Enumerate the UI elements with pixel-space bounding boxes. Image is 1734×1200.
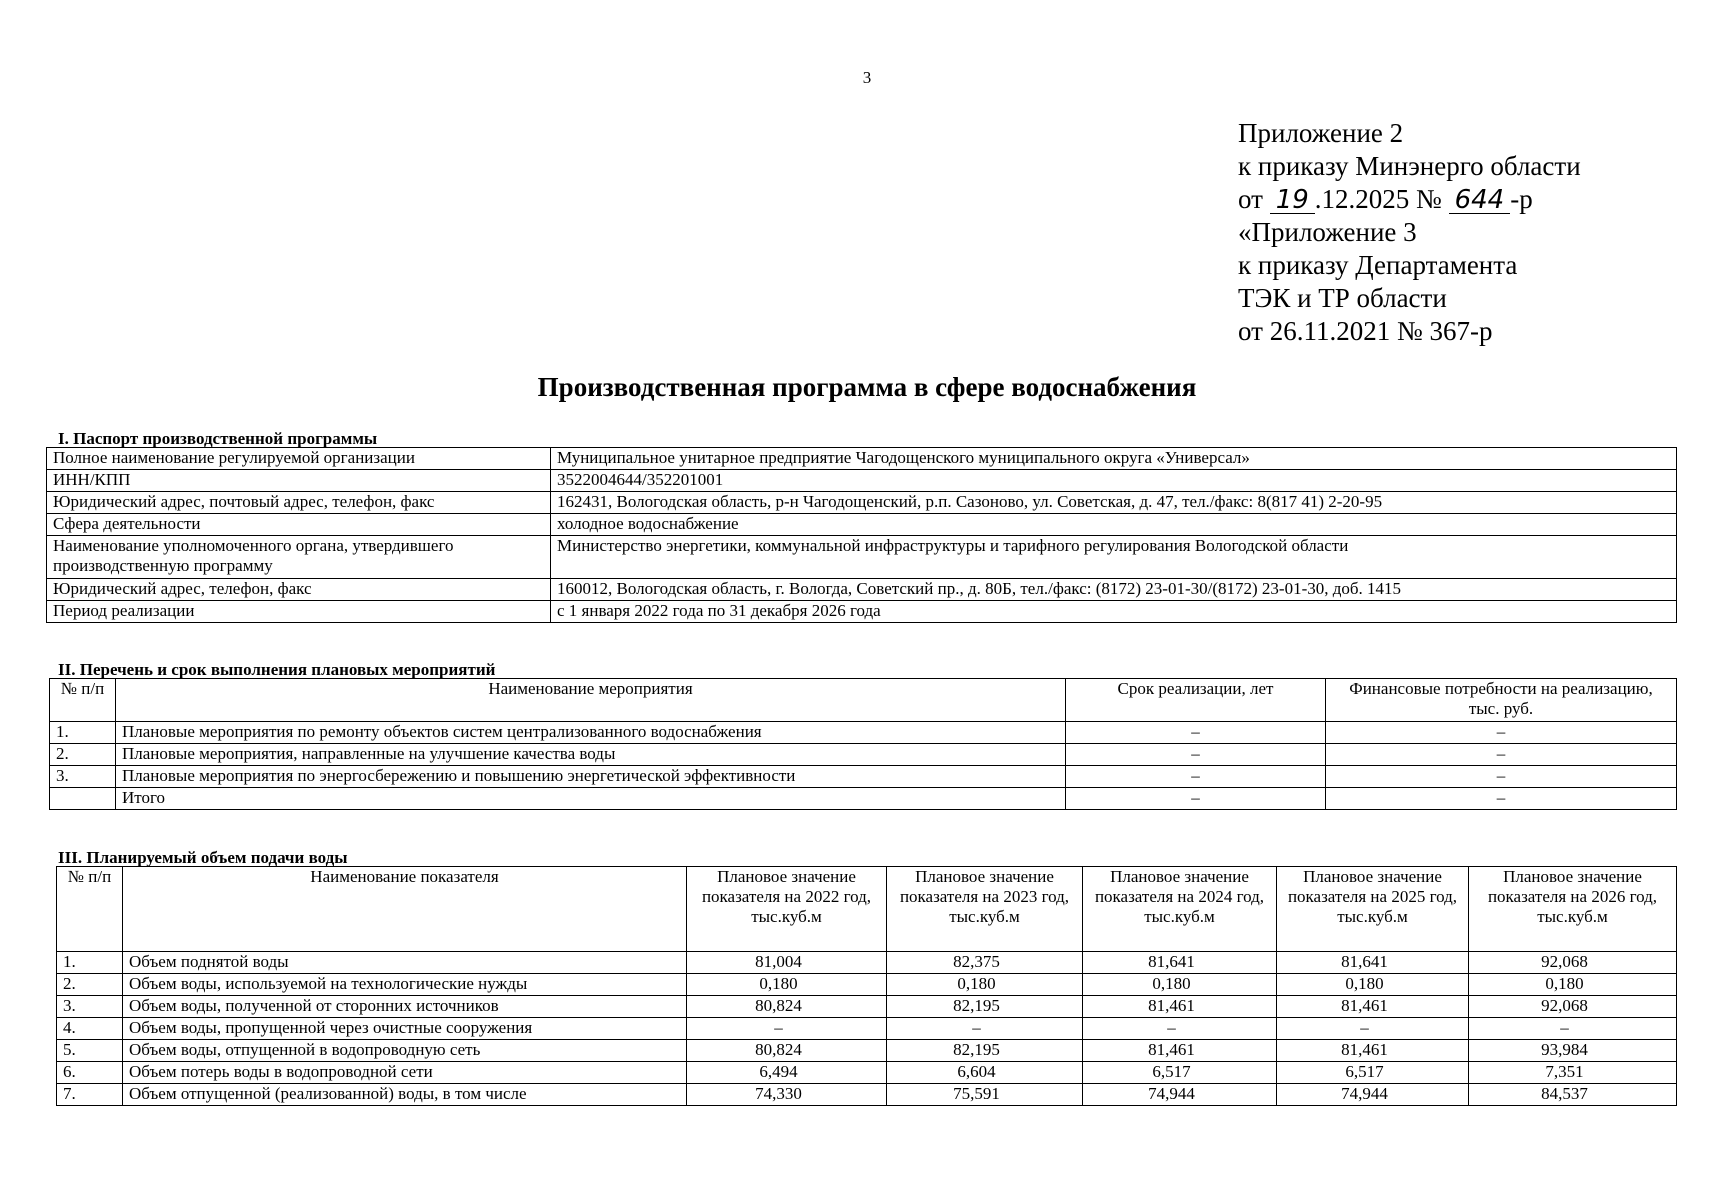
- header-2024: Плановое значение показателя на 2024 год, тыс.куб.м: [1083, 867, 1277, 952]
- row-name: Плановые мероприятия по ремонту объектов систем централизованного водоснабжения: [116, 722, 1066, 744]
- header-name: Наименование мероприятия: [116, 679, 1066, 722]
- appendix-line-5: к приказу Департамента: [1238, 250, 1518, 280]
- row-num: 4.: [57, 1018, 123, 1040]
- appendix-line-3: [1238, 183, 1581, 216]
- appendix-date-suffix: -р: [1510, 184, 1533, 214]
- section3-title: III. Планируемый объем подачи воды: [58, 848, 348, 867]
- value-2026: –: [1469, 1018, 1677, 1040]
- row-name: Объем воды, используемой на технологические нужды: [123, 974, 687, 996]
- row-num: 6.: [57, 1062, 123, 1084]
- appendix-line-6: ТЭК и ТР области: [1238, 283, 1447, 313]
- table-row: [57, 1062, 1677, 1084]
- value-2022: 0,180: [687, 974, 887, 996]
- table-row: [47, 448, 1677, 470]
- row-finance: –: [1326, 744, 1677, 766]
- passport-value: с 1 января 2022 года по 31 декабря 2026 года: [551, 601, 1677, 623]
- table-header-row: [57, 867, 1677, 952]
- value-2023: –: [887, 1018, 1083, 1040]
- value-2022: 81,004: [687, 952, 887, 974]
- appendix-header: [1238, 117, 1581, 348]
- table-row: [47, 470, 1677, 492]
- value-2023: 82,375: [887, 952, 1083, 974]
- row-name: Объем поднятой воды: [123, 952, 687, 974]
- value-2025: 81,461: [1277, 1040, 1469, 1062]
- row-num: 5.: [57, 1040, 123, 1062]
- value-2026: 7,351: [1469, 1062, 1677, 1084]
- header-finance: Финансовые потребности на реализацию, тыс. руб.: [1326, 679, 1677, 722]
- water-volume-table: [56, 866, 1677, 1106]
- passport-label: Юридический адрес, телефон, факс: [47, 579, 551, 601]
- value-2025: 81,461: [1277, 996, 1469, 1018]
- activities-table: [49, 678, 1677, 810]
- value-2024: 81,461: [1083, 1040, 1277, 1062]
- value-2024: 81,641: [1083, 952, 1277, 974]
- row-num: 3.: [57, 996, 123, 1018]
- table-row: [57, 1084, 1677, 1106]
- row-num: 2.: [57, 974, 123, 996]
- value-2023: 82,195: [887, 996, 1083, 1018]
- table-row: [50, 744, 1677, 766]
- row-num: [50, 788, 116, 810]
- handwritten-number: 644: [1449, 187, 1511, 214]
- appendix-line-2: к приказу Минэнерго области: [1238, 151, 1581, 181]
- value-2022: 80,824: [687, 1040, 887, 1062]
- page-number: 3: [862, 68, 872, 87]
- passport-label: Юридический адрес, почтовый адрес, телефон, факс: [47, 492, 551, 514]
- value-2024: 74,944: [1083, 1084, 1277, 1106]
- value-2024: 0,180: [1083, 974, 1277, 996]
- row-num: 1.: [50, 722, 116, 744]
- passport-value: холодное водоснабжение: [551, 514, 1677, 536]
- header-2022: Плановое значение показателя на 2022 год, тыс.куб.м: [687, 867, 887, 952]
- section1-title: I. Паспорт производственной программы: [58, 429, 378, 448]
- header-2025: Плановое значение показателя на 2025 год, тыс.куб.м: [1277, 867, 1469, 952]
- header-2026: Плановое значение показателя на 2026 год, тыс.куб.м: [1469, 867, 1677, 952]
- section2-title: II. Перечень и срок выполнения плановых мероприятий: [58, 660, 496, 679]
- passport-value: Министерство энергетики, коммунальной инфраструктуры и тарифного регулирования Вологодской области: [551, 536, 1677, 579]
- row-name: Объем отпущенной (реализованной) воды, в том числе: [123, 1084, 687, 1106]
- table-row: [50, 722, 1677, 744]
- row-term: –: [1066, 788, 1326, 810]
- value-2024: 81,461: [1083, 996, 1277, 1018]
- row-num: 3.: [50, 766, 116, 788]
- row-finance: –: [1326, 722, 1677, 744]
- table-row: [57, 996, 1677, 1018]
- value-2022: 6,494: [687, 1062, 887, 1084]
- passport-label: Сфера деятельности: [47, 514, 551, 536]
- value-2025: 6,517: [1277, 1062, 1469, 1084]
- value-2023: 0,180: [887, 974, 1083, 996]
- appendix-line-7: от 26.11.2021 № 367-р: [1238, 316, 1493, 346]
- passport-label: Полное наименование регулируемой организации: [47, 448, 551, 470]
- row-num: 2.: [50, 744, 116, 766]
- value-2023: 6,604: [887, 1062, 1083, 1084]
- row-name: Итого: [116, 788, 1066, 810]
- value-2025: –: [1277, 1018, 1469, 1040]
- value-2025: 74,944: [1277, 1084, 1469, 1106]
- table-row: [47, 601, 1677, 623]
- value-2025: 81,641: [1277, 952, 1469, 974]
- row-name: Объем воды, пропущенной через очистные сооружения: [123, 1018, 687, 1040]
- value-2025: 0,180: [1277, 974, 1469, 996]
- row-finance: –: [1326, 788, 1677, 810]
- row-name: Плановые мероприятия по энергосбережению и повышению энергетической эффективности: [116, 766, 1066, 788]
- value-2026: 92,068: [1469, 996, 1677, 1018]
- value-2026: 84,537: [1469, 1084, 1677, 1106]
- value-2026: 0,180: [1469, 974, 1677, 996]
- table-row: [57, 952, 1677, 974]
- table-row: [57, 974, 1677, 996]
- value-2023: 82,195: [887, 1040, 1083, 1062]
- table-row: [47, 579, 1677, 601]
- row-term: –: [1066, 766, 1326, 788]
- table-row: [57, 1040, 1677, 1062]
- handwritten-day: 19: [1270, 187, 1315, 214]
- appendix-date-mid: .12.2025 №: [1314, 184, 1442, 214]
- passport-value: 3522004644/352201001: [551, 470, 1677, 492]
- row-num: 7.: [57, 1084, 123, 1106]
- passport-value: Муниципальное унитарное предприятие Чагодощенского муниципального округа «Универсал»: [551, 448, 1677, 470]
- header-2023: Плановое значение показателя на 2023 год, тыс.куб.м: [887, 867, 1083, 952]
- passport-label: ИНН/КПП: [47, 470, 551, 492]
- appendix-date-prefix: от: [1238, 184, 1263, 214]
- value-2022: 74,330: [687, 1084, 887, 1106]
- value-2026: 92,068: [1469, 952, 1677, 974]
- header-name: Наименование показателя: [123, 867, 687, 952]
- row-name: Плановые мероприятия, направленные на улучшение качества воды: [116, 744, 1066, 766]
- value-2023: 75,591: [887, 1084, 1083, 1106]
- table-header-row: [50, 679, 1677, 722]
- row-term: –: [1066, 744, 1326, 766]
- header-num: № п/п: [50, 679, 116, 722]
- table-row: [47, 514, 1677, 536]
- document-title: Производственная программа в сфере водоснабжения: [537, 372, 1197, 402]
- value-2022: –: [687, 1018, 887, 1040]
- row-finance: –: [1326, 766, 1677, 788]
- appendix-line-1: Приложение 2: [1238, 118, 1404, 148]
- passport-value: 162431, Вологодская область, р-н Чагодощенский, р.п. Сазоново, ул. Советская, д. 47, тел./факс: 8(817 41) 2-20-95: [551, 492, 1677, 514]
- row-name: Объем воды, полученной от сторонних источников: [123, 996, 687, 1018]
- header-num: № п/п: [57, 867, 123, 952]
- value-2026: 93,984: [1469, 1040, 1677, 1062]
- row-term: –: [1066, 722, 1326, 744]
- row-name: Объем потерь воды в водопроводной сети: [123, 1062, 687, 1084]
- passport-table: [46, 447, 1677, 623]
- appendix-line-4: «Приложение 3: [1238, 217, 1417, 247]
- passport-label: Период реализации: [47, 601, 551, 623]
- row-num: 1.: [57, 952, 123, 974]
- table-row: [50, 766, 1677, 788]
- passport-label: Наименование уполномоченного органа, утвердившего производственную программу: [47, 536, 551, 579]
- value-2024: 6,517: [1083, 1062, 1277, 1084]
- table-row: [57, 1018, 1677, 1040]
- table-row: [50, 788, 1677, 810]
- row-name: Объем воды, отпущенной в водопроводную сеть: [123, 1040, 687, 1062]
- passport-value: 160012, Вологодская область, г. Вологда, Советский пр., д. 80Б, тел./факс: (8172) 23-01-30/(8172) 23-01-30, доб. 1415: [551, 579, 1677, 601]
- value-2022: 80,824: [687, 996, 887, 1018]
- header-term: Срок реализации, лет: [1066, 679, 1326, 722]
- table-row: [47, 492, 1677, 514]
- table-row: [47, 536, 1677, 579]
- value-2024: –: [1083, 1018, 1277, 1040]
